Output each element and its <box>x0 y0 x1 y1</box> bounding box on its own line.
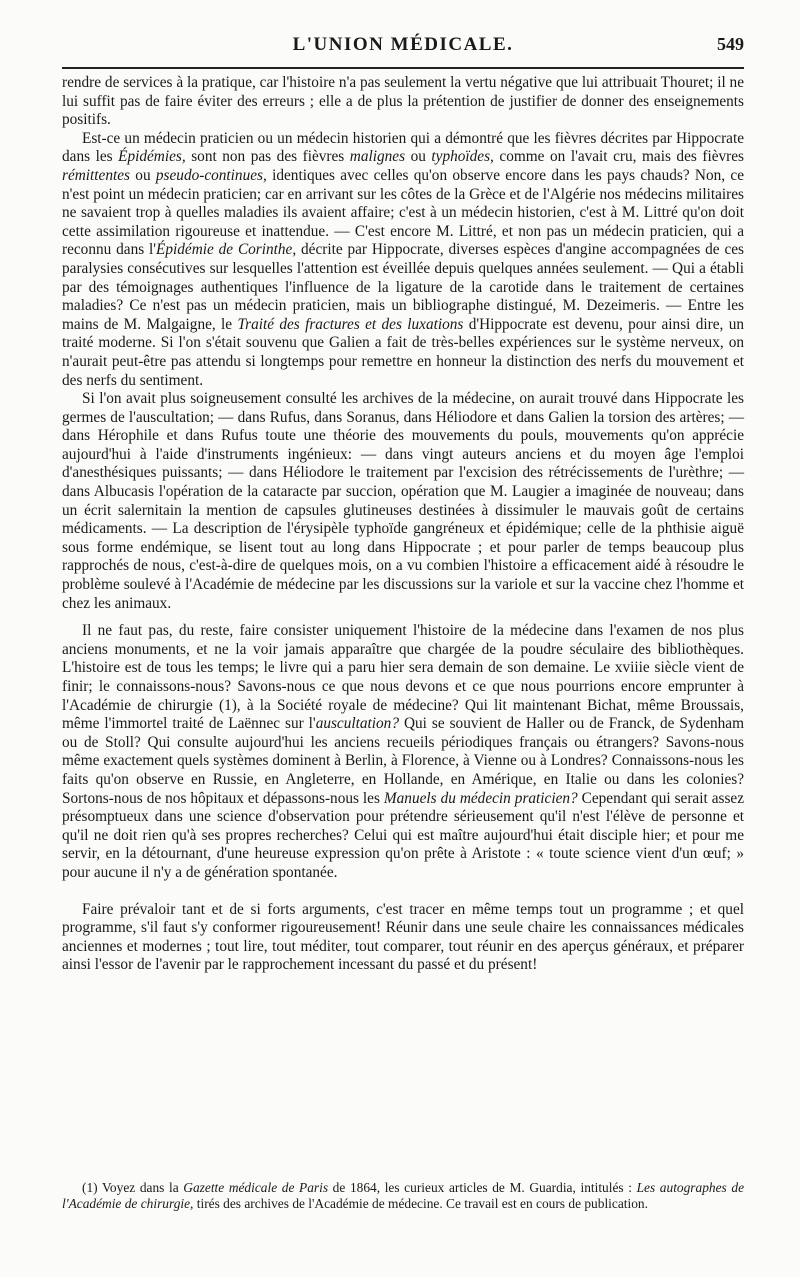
italic-text-span: auscultation? <box>315 715 399 733</box>
running-title: L'UNION MÉDICALE. <box>292 34 514 55</box>
text-span: décrite par Hippocrate, diverses espèces d'angine accompagnées de ces paralysies consécutives sur lesquelles l'attention est éveillée depuis quelques années seulement. — Qui a établi par des témoignages authentiques l'influence de la ligature de la carotide dans le traitement de certaines maladies? Ce n'est pas un médecin praticien, mais un bibliographe distingué, M. Dezeimeris. — Entre les mains de M. Malgaigne, le <box>62 241 744 333</box>
text-span: identiques avec celles qu'on observe encore dans les pays chauds? Non, ce n'est point un médecin praticien; car en arrivant sur les côtes de la Grèce et de l'Algérie nos médecins militaires ne savaient trop à quelles maladies ils avaient affaire; c'est à un médecin historien, c'est à M. Littré qu'on doit cette assimilation rigoureuse et inattendue. — C'est encore M. Littré, et non pas un médecin praticien, qui a reconnu dans l' <box>62 166 744 259</box>
italic-text-span: Traité des fractures et des luxations <box>237 315 464 333</box>
page-number: 549 <box>717 34 744 54</box>
text-span: (1) Voyez dans la <box>82 1180 184 1195</box>
italic-text-span: Gazette médicale de Paris <box>183 1180 329 1195</box>
italic-text-span: Épidémies, <box>118 148 186 166</box>
italic-text-span: Manuels du médecin praticien? <box>383 789 578 807</box>
text-span: Cependant qui serait assez présomptueux dans une science d'observation pour prétendre sérieusement qu'il n'est l'élève de personne et qu'il ne doit rien qu'à ses propres recherches? Celui qui est maître aujourd'hui était disciple hier; et pour me servir, en la détournant, d'une heureuse expression qu'on prête à Aristote : « toute science vient d'un œuf; » pour aucune il n'y a de génération spontanée. <box>62 789 744 881</box>
text-span: Faire prévaloir tant et de si forts arguments, c'est tracer en même temps tout un programme ; et quel programme, s'il faut s'y conformer rigoureusement! Réunir dans une seule chaire les connaissances médicales anciennes et modernes ; tout lire, tout méditer, tout comparer, tout réunir en des aperçus généraux, et préparer ainsi l'essor de l'avenir par le rapprochement incessant du passé et du présent! <box>62 900 744 974</box>
text-span: Est-ce un médecin praticien ou un médecin historien qui a démontré que les fièvres décrites par Hippocrate dans les <box>62 129 744 166</box>
italic-text-span: Épidémie de Corinthe, <box>156 241 297 259</box>
text-span: sont non pas des fièvres <box>185 148 350 166</box>
text-span: tirés des archives de l'Académie de médecine. Ce travail est en cours de publication. <box>193 1196 648 1212</box>
text-span: Il ne faut pas, du reste, faire consister uniquement l'histoire de la médecine dans l'examen de nos plus anciens monuments, et ne la voir jamais apparaître que chargée de la poudre séculaire des bibliothèques. L'histoire est de tous les temps; le livre qui a paru hier sera demain de son demaine. Le xviiie siècle vient de finir; le connaissons-nous? Savons-nous ce que nous devons et ce que nous pourrions encore emprunter à l'Académie de chirurgie (1), à la Société royale de médecine? Qui lit maintenant Bichat, même Broussais, même l'immortel traité de Laënnec sur l' <box>62 622 744 733</box>
footnote-paragraph <box>62 1180 744 1213</box>
text-span: d'Hippocrate est devenu, pour ainsi dire, un traité moderne. Si l'on s'était souvenu que Galien a fait de très-belles expériences sur le système nerveux, on n'aurait peut-être pas attendu si longtemps pour remettre en honneur la distinction des nerfs du mouvement et des nerfs du sentiment. <box>62 315 745 389</box>
text-span: ou <box>405 148 432 166</box>
body-paragraph <box>62 901 744 975</box>
header-rule <box>62 67 744 69</box>
body-paragraph <box>62 74 744 130</box>
text-span: Si l'on avait plus soigneusement consulté les archives de la médecine, on aurait trouvé dans Hippocrate les germes de l'auscultation; — dans Rufus, dans Soranus, dans Héliodore et dans Galien la torsion des artères; — dans Hérophile et dans Rufus toute une théorie des mouvements du pouls, mouvements qu'on apprécie aujourd'hui à l'aide d'instruments ingénieux: — dans vingt auteurs anciens et du moyen âge l'emploi d'anesthésiques puissants; — dans Héliodore le traitement par l'excision des rétrécissements de l'urèthre; — dans Albucasis l'opération de la cataracte par succion, opération que M. Laugier a imaginée de nouveau; dans un écrit salernitain la mention de capsules glutineuses destinées à dissimuler le mauvais goût de certains médicaments. — La description de l'érysipèle typhoïde gangréneux et épidémique; celle de la phthisie aiguë sous forme endémique, se lisent tout au long dans Hippocrate ; et pour parler de temps beaucoup plus rapprochés de nous, c'est-à-dire de quelques mois, on a vu combien l'histoire a efficacement aidé à résoudre le problème soulevé à l'Académie de médecine par les discussions sur la variole et sur la vaccine chez l'homme et chez les animaux. <box>62 390 744 612</box>
body-paragraph <box>62 390 744 613</box>
running-header <box>62 30 744 60</box>
italic-text-span: Les autographes de l'Académie de chirurgie, <box>62 1180 745 1212</box>
text-span: rendre de services à la pratique, car l'histoire n'a pas seulement la vertu négative que lui attribuait Thouret; il ne lui suffit pas de faire éviter des erreurs ; elle a de plus la prétention de justifier de donner des enseignements positifs. <box>62 74 744 129</box>
body-paragraph <box>62 622 744 882</box>
text-span: comme on l'avait cru, mais des fièvres <box>493 148 744 166</box>
italic-text-span: typhoïdes, <box>431 148 494 166</box>
italic-text-span: malignes <box>349 148 406 166</box>
text-span: Qui se souvient de Haller ou de Franck, de Sydenham ou de Stoll? Qui consulte aujourd'hui les anciens recueils périodiques français ou étrangers? Savons-nous même exactement quels systèmes dominent à Berlin, à Florence, à Vienne ou à Londres? Connaissons-nous les faits qu'on observe en Russie, en Angleterre, en Hollande, en Amérique, en Italie ou dans les colonies? Sortons-nous de nos hôpitaux et dépassons-nous les <box>62 715 744 807</box>
body-text <box>62 74 744 975</box>
italic-text-span: rémittentes <box>62 166 130 184</box>
body-paragraph <box>62 130 744 390</box>
italic-text-span: pseudo-continues, <box>155 166 267 184</box>
footnote <box>62 1180 744 1213</box>
text-span: de 1864, les curieux articles de M. Guardia, intitulés : <box>328 1180 637 1195</box>
text-span: ou <box>129 166 156 184</box>
